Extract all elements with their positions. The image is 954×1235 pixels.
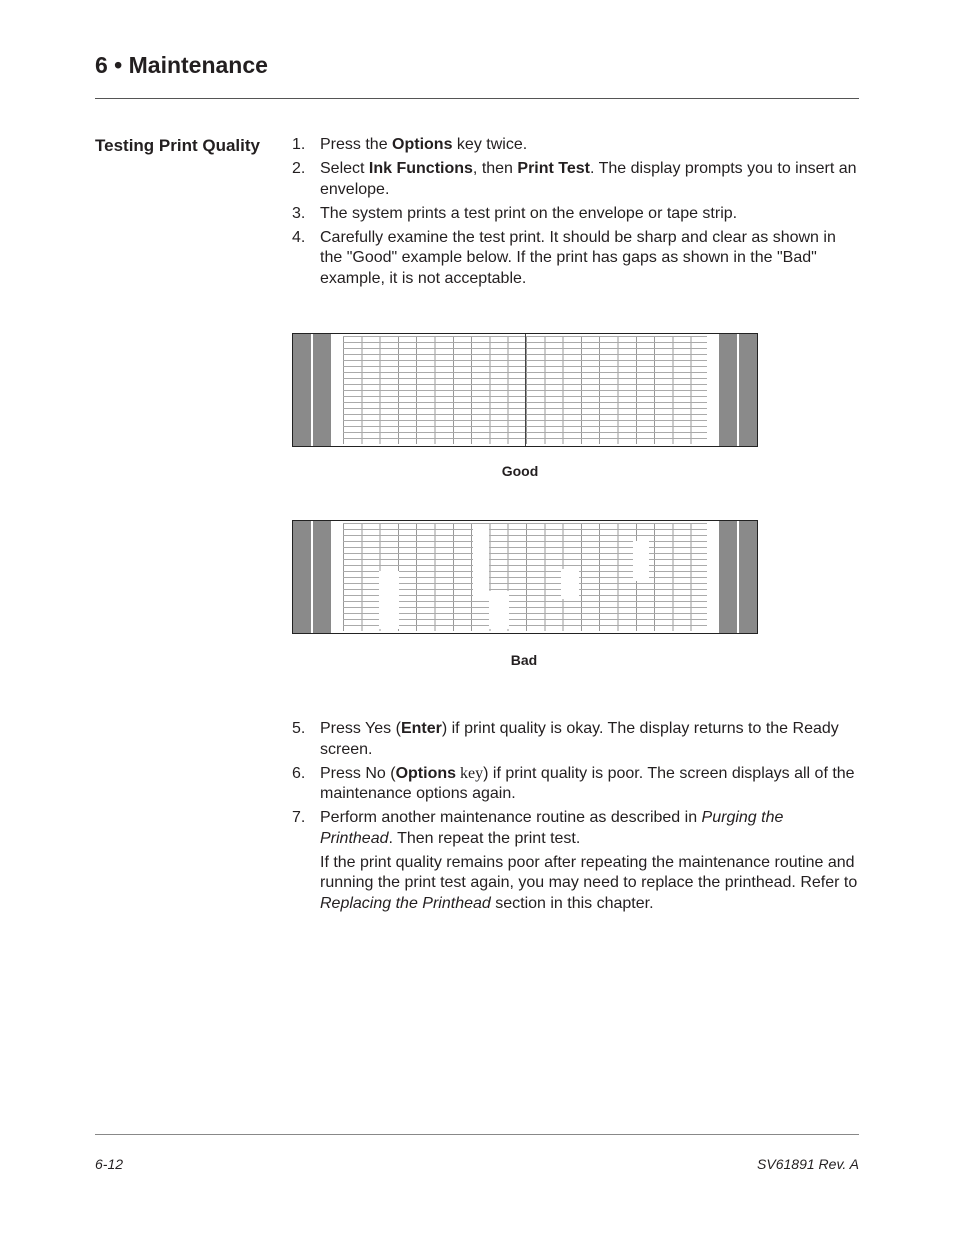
print-bar (293, 521, 311, 633)
step-text: ) if print quality is poor. The screen displays all of the maintenance options again. (320, 764, 855, 802)
print-bar (313, 334, 331, 446)
menu-name: Print Test (517, 160, 591, 177)
chapter-title: 6 • Maintenance (95, 52, 268, 78)
grid-center-line (525, 334, 526, 446)
bad-print-sample (292, 520, 758, 634)
step-text: The system prints a test print on the envelope or tape strip. (320, 204, 738, 222)
step-number: 6. (292, 764, 306, 782)
cross-reference: Replacing the Printhead (320, 894, 491, 912)
step-text: . The display prompts you to insert an envelope. (320, 160, 857, 198)
print-gap (473, 529, 489, 599)
print-gap (633, 541, 649, 581)
good-print-sample (292, 333, 758, 447)
step-text: . Then repeat the print test. (388, 829, 581, 847)
step-item (292, 135, 860, 156)
step-item (292, 764, 860, 805)
step-text: Perform another maintenance routine as described in (320, 809, 702, 826)
step-number: 1. (292, 136, 306, 153)
section-heading: Testing Print Quality (95, 136, 260, 155)
print-gap (561, 569, 579, 599)
bad-caption: Bad (510, 652, 538, 668)
key-name: Options (395, 764, 457, 782)
page-number: 6-12 (95, 1156, 124, 1172)
step-text: , then (472, 160, 518, 177)
print-bar (719, 521, 737, 633)
step-note (320, 853, 860, 915)
good-caption: Good (501, 463, 539, 479)
step-number: 3. (292, 204, 306, 222)
print-bar (739, 334, 757, 446)
print-bar (739, 521, 757, 633)
print-bar (313, 521, 331, 633)
steps-list-first (292, 135, 860, 293)
step-text: Press the (320, 136, 393, 153)
print-bar (719, 334, 737, 446)
footer-rule (95, 1134, 859, 1135)
key-name: Options (392, 136, 453, 153)
step-number: 5. (292, 720, 306, 737)
key-name: Enter (400, 720, 442, 737)
print-gap (489, 591, 509, 629)
step-text: key twice. (452, 136, 528, 153)
step-text: section in this chapter. (490, 894, 654, 912)
cross-reference: Purging the Printhead (320, 809, 784, 847)
step-text: Carefully examine the test print. It should be sharp and clear as shown in the "Good" example below. If the print has gaps as shown in the "Bad" example, it is not acceptable. (320, 228, 836, 287)
step-text: ) if print quality is okay. The display returns to the Ready screen. (320, 720, 839, 758)
steps-list-second (292, 719, 860, 918)
step-text: If the print quality remains poor after repeating the maintenance routine and running the print test again, you may need to replace the printhead. Refer to (320, 853, 858, 891)
step-item (292, 228, 860, 290)
step-item (292, 159, 860, 200)
step-text: key (456, 764, 484, 782)
step-number: 2. (292, 160, 306, 177)
step-item (292, 808, 860, 914)
step-number: 4. (292, 228, 306, 246)
print-gap (379, 571, 399, 629)
step-number: 7. (292, 809, 306, 826)
menu-name: Ink Functions (368, 160, 473, 177)
step-text: Select (320, 160, 369, 177)
step-item (292, 719, 860, 760)
step-text: Press No ( (320, 764, 396, 782)
step-item (292, 204, 860, 225)
print-bar (293, 334, 311, 446)
document-id: SV61891 Rev. A (757, 1156, 859, 1172)
header-rule (95, 98, 859, 99)
step-text: Press Yes ( (320, 720, 401, 737)
